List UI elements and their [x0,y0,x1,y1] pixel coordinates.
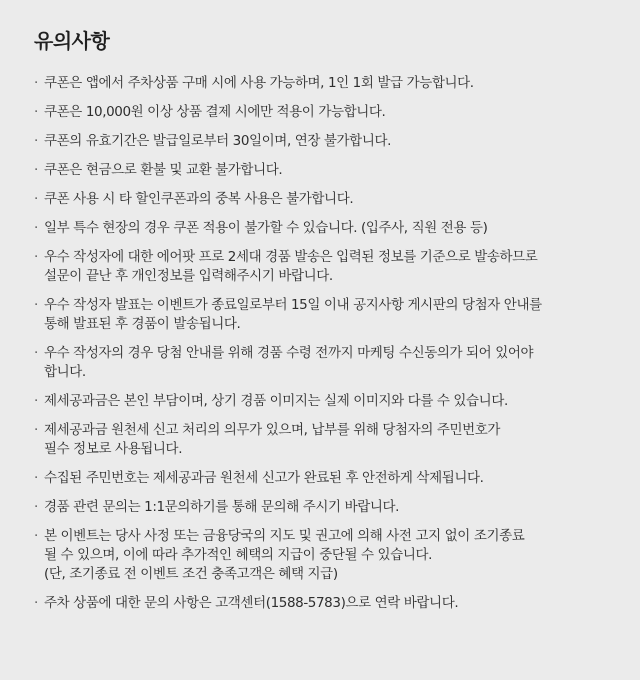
bullet-icon: · [34,220,38,236]
notice-item [34,392,614,411]
notice-item [34,161,614,180]
notice-text: (단, 조기종료 전 이벤트 조건 충족고객은 혜택 지급) [44,566,338,582]
notice-item [34,344,614,382]
notice-item [34,527,614,584]
notice-item [34,103,614,122]
bullet-icon: · [34,528,38,544]
notice-text: 주차 상품에 대한 문의 사항은 고객센터(1588-5783)으로 연락 바랍니다. [44,595,459,611]
notice-text: 필수 정보로 사용됩니다. [44,441,183,457]
notice-text: 통해 발표된 후 경품이 발송됩니다. [44,316,241,332]
notice-item [34,190,614,209]
bullet-icon: · [34,470,38,486]
notice-text: 우수 작성자에 대한 에어팟 프로 2세대 경품 발송은 입력된 정보를 기준으로 발송하므로 [44,249,538,265]
notice-text: 쿠폰은 10,000원 이상 상품 결제 시에만 적용이 가능합니다. [44,104,386,120]
notice-text: 본 이벤트는 당사 사정 또는 금융당국의 지도 및 권고에 의해 사전 고지 없이 조기종료 [44,528,525,544]
notice-text: 일부 특수 현장의 경우 쿠폰 적용이 불가할 수 있습니다. (입주사, 직원 전용 등) [44,220,488,236]
bullet-icon: · [34,345,38,361]
notice-text: 쿠폰은 현금으로 환불 및 교환 불가합니다. [44,162,283,178]
notice-text: 설문이 끝난 후 개인정보를 입력해주시기 바랍니다. [44,268,333,284]
bullet-icon: · [34,393,38,409]
notice-item [34,421,614,459]
bullet-icon: · [34,422,38,438]
notice-text: 쿠폰은 앱에서 주차상품 구매 시에 사용 가능하며, 1인 1회 발급 가능합니다. [44,75,474,91]
page-title: 유의사항 [34,29,110,53]
bullet-icon: · [34,104,38,120]
bullet-icon: · [34,595,38,611]
notice-text: 경품 관련 문의는 1:1문의하기를 통해 문의해 주시기 바랍니다. [44,499,400,515]
notice-item [34,219,614,238]
notice-list [34,74,614,613]
notice-text: 수집된 주민번호는 제세공과금 원천세 신고가 완료된 후 안전하게 삭제됩니다. [44,470,484,486]
bullet-icon: · [34,499,38,515]
bullet-icon: · [34,133,38,149]
notice-item [34,296,614,334]
notice-text: 합니다. [44,364,86,380]
notice-item [34,132,614,151]
notice-text: 쿠폰의 유효기간은 발급일로부터 30일이며, 연장 불가합니다. [44,133,392,149]
notice-item [34,469,614,488]
notice-text: 우수 작성자의 경우 당첨 안내를 위해 경품 수령 전까지 마케팅 수신동의가 되어 있어야 [44,345,534,361]
notice-item [34,498,614,517]
notice-text: 우수 작성자 발표는 이벤트가 종료일로부터 15일 이내 공지사항 게시판의 당첨자 안내를 [44,297,542,313]
bullet-icon: · [34,75,38,91]
notice-text: 쿠폰 사용 시 타 할인쿠폰과의 중복 사용은 불가합니다. [44,191,354,207]
bullet-icon: · [34,297,38,313]
notice-item [34,594,614,613]
notice-text: 제세공과금 원천세 신고 처리의 의무가 있으며, 납부를 위해 당첨자의 주민번호가 [44,422,501,438]
bullet-icon: · [34,191,38,207]
notice-text: 제세공과금은 본인 부담이며, 상기 경품 이미지는 실제 이미지와 다를 수 있습니다. [44,393,508,409]
bullet-icon: · [34,162,38,178]
notice-item [34,248,614,286]
notice-item [34,74,614,93]
bullet-icon: · [34,249,38,265]
notice-text: 될 수 있으며, 이에 따라 추가적인 혜택의 지급이 중단될 수 있습니다. [44,547,433,563]
